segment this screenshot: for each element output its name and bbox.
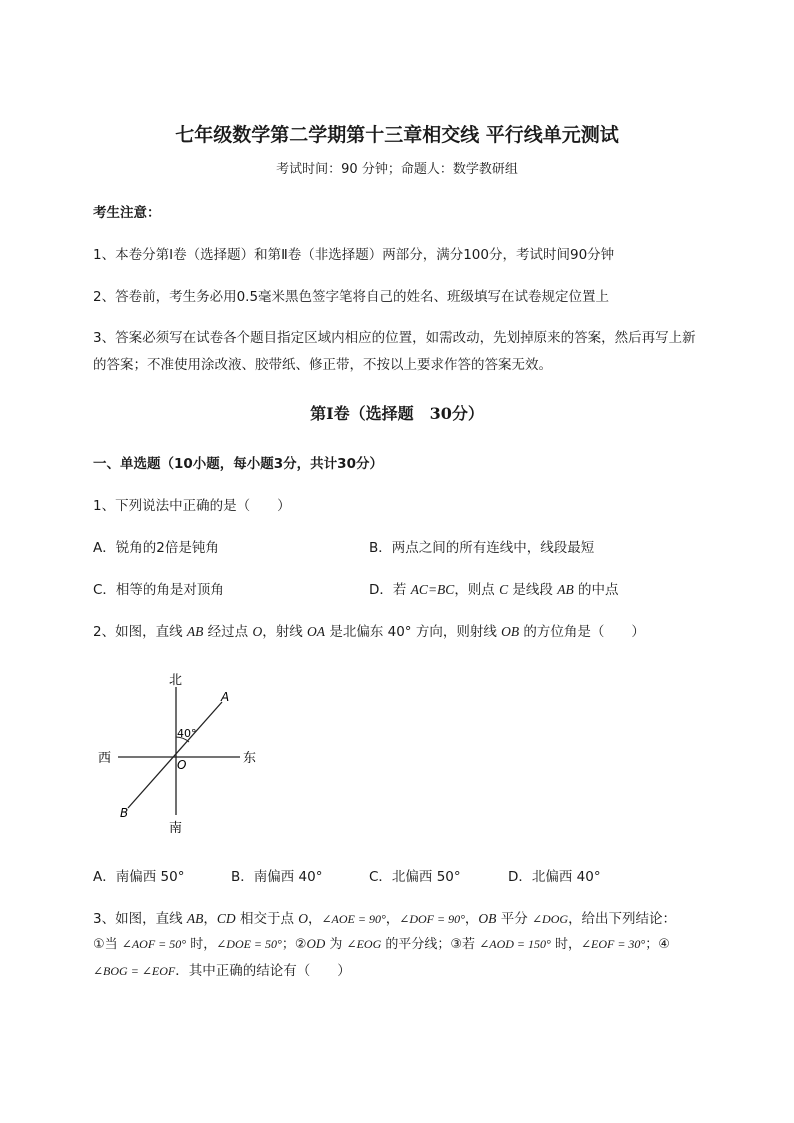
q1-stem: 1、下列说法中正确的是（ ） xyxy=(93,498,291,514)
section-title: 第Ⅰ卷（选择题 30分） xyxy=(310,404,484,423)
east-label: 东 xyxy=(243,751,257,766)
point-b-label: B xyxy=(120,806,129,820)
q3-stem-line1: 3、如图，直线 AB，CD 相交于点 O，∠AOE = 90°，∠DOF = 90°，OB 平分 ∠DOG，给出下列结论： xyxy=(93,911,677,927)
notice-heading: 考生注意： xyxy=(93,205,161,221)
q1-option-a: A．锐角的2倍是钝角 xyxy=(93,540,219,556)
west-label: 西 xyxy=(98,751,112,766)
south-label: 南 xyxy=(169,821,183,836)
compass-figure xyxy=(90,665,280,840)
notice-item-3-line2: 的答案；不准使用涂改液、胶带纸、修正带，不按以上要求作答的答案无效。 xyxy=(93,357,552,373)
notice-item-1: 1、本卷分第Ⅰ卷（选择题）和第Ⅱ卷（非选择题）两部分，满分100分，考试时间90分钟 xyxy=(93,247,615,263)
q1-option-c: C．相等的角是对顶角 xyxy=(93,582,224,598)
q2-stem: 2、如图，直线 AB 经过点 O，射线 OA 是北偏东 40° 方向，则射线 OB 的方位角是（ ） xyxy=(93,624,645,640)
point-a-label: A xyxy=(221,690,230,704)
q2-option-b: B．南偏西 40° xyxy=(231,869,323,885)
line-ab xyxy=(128,702,222,808)
part-heading: 一、单选题（10小题，每小题3分，共计30分） xyxy=(93,456,383,472)
angle-label: 40° xyxy=(177,727,197,740)
q2-option-c: C．北偏西 50° xyxy=(369,869,461,885)
q1-option-d: D．若 AC=BC，则点 C 是线段 AB 的中点 xyxy=(369,582,619,598)
page-title: 七年级数学第二学期第十三章相交线 平行线单元测试 xyxy=(175,124,619,146)
q3-stem-line3: ∠BOG = ∠EOF．其中正确的结论有（ ） xyxy=(93,963,351,979)
north-label: 北 xyxy=(169,673,183,688)
point-o-label: O xyxy=(177,758,187,772)
q2-option-d: D．北偏西 40° xyxy=(508,869,601,885)
notice-item-2: 2、答卷前，考生务必用0.5毫米黑色签字笔将自己的姓名、班级填写在试卷规定位置上 xyxy=(93,289,610,305)
notice-item-3-line1: 3、答案必须写在试卷各个题目指定区域内相应的位置，如需改动，先划掉原来的答案，然后再写上新 xyxy=(93,330,696,346)
q2-option-a: A．南偏西 50° xyxy=(93,869,185,885)
q1-option-b: B．两点之间的所有连线中，线段最短 xyxy=(369,540,595,556)
q3-stem-line2: ①当 ∠AOF = 50° 时，∠DOE = 50°；②OD 为 ∠EOG 的平分线；③若 ∠AOD = 150° 时，∠EOF = 30°；④ xyxy=(93,936,670,952)
exam-info: 考试时间：90 分钟；命题人：数学教研组 xyxy=(276,162,518,177)
